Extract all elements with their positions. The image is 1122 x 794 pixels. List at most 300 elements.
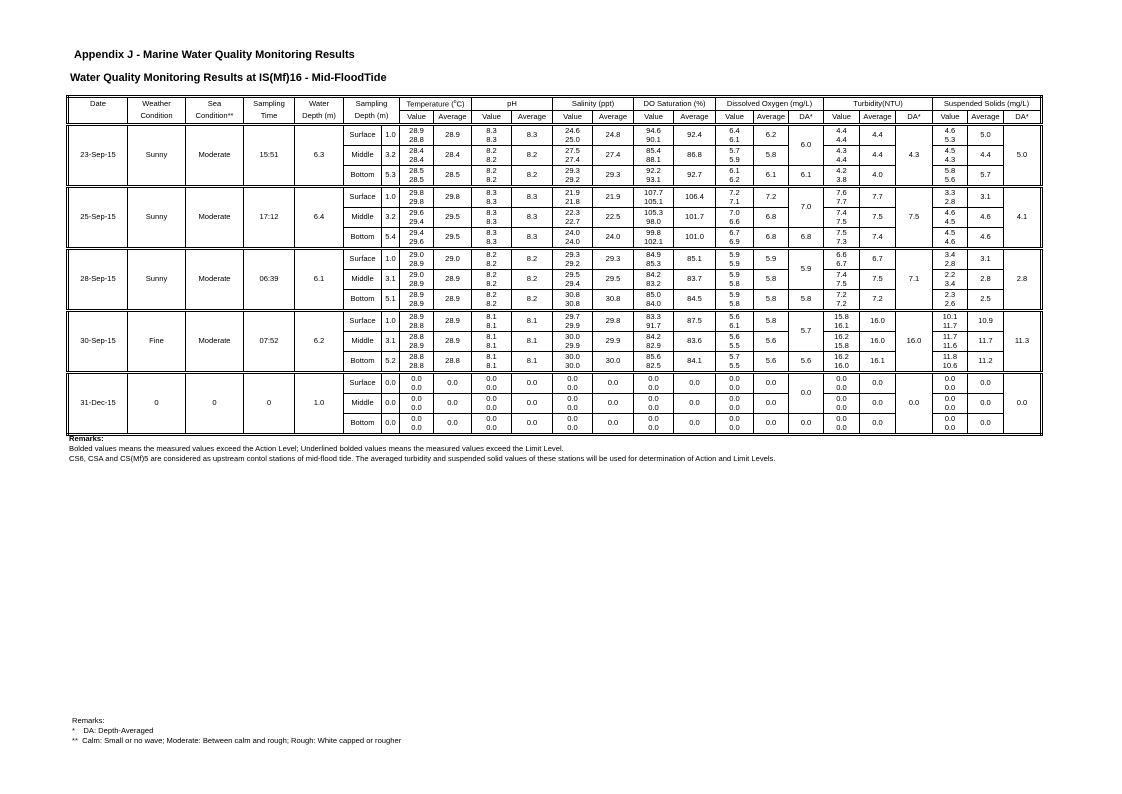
dissolved-oxygen-values-reading: 6.9 (729, 236, 740, 246)
ph-values-reading: 0.0 (486, 374, 497, 383)
header-ph: pH (472, 97, 553, 111)
turbidity-values-reading: 3.8 (836, 174, 847, 184)
salinity-values (553, 352, 593, 373)
turbidity-average: 7.7 (860, 187, 896, 208)
dissolved-oxygen-average: 5.8 (754, 311, 789, 332)
do-saturation-average: 83.7 (674, 270, 716, 290)
temperature-values-reading: 28.4 (409, 146, 424, 155)
turbidity-da: 16.0 (896, 311, 933, 373)
header-weather-2: Condition (128, 111, 186, 125)
suspended-solids-values (933, 146, 968, 166)
salinity-values (553, 125, 593, 146)
suspended-solids-average: 2.8 (968, 270, 1004, 290)
suspended-solids-values-reading: 10.6 (942, 360, 958, 370)
dissolved-oxygen-values (716, 249, 754, 270)
header-date: Date (68, 97, 128, 111)
temperature-values-reading: 0.0 (411, 422, 422, 432)
sampling-depth-value: 5.2 (382, 352, 400, 373)
dissolved-oxygen-da: 7.0 (789, 187, 824, 228)
turbidity-values-reading: 4.4 (836, 134, 847, 144)
suspended-solids-values-reading: 3.4 (944, 250, 956, 259)
header-da: DA* (896, 111, 933, 125)
temperature-values (400, 394, 434, 414)
ph-values-reading: 8.1 (486, 340, 497, 350)
temperature-values (400, 414, 434, 435)
header-sampling-depth: Sampling (344, 97, 400, 111)
sampling-level-label: Bottom (344, 228, 382, 249)
suspended-solids-values (933, 373, 968, 394)
header-average: Average (860, 111, 896, 125)
dissolved-oxygen-values-reading: 7.2 (729, 188, 740, 197)
ph-values-reading: 8.2 (486, 298, 497, 308)
table-row (68, 125, 1042, 146)
temperature-values-reading: 28.9 (409, 126, 424, 135)
suspended-solids-da: 4.1 (1004, 187, 1042, 249)
suspended-solids-values-reading: 5.3 (944, 134, 956, 144)
turbidity-values-reading: 0.0 (836, 374, 847, 383)
sampling-depth-value: 5.3 (382, 166, 400, 187)
ph-values-reading: 8.3 (486, 208, 497, 217)
ph-average: 8.3 (512, 228, 553, 249)
salinity-values-reading: 29.4 (565, 278, 580, 288)
temperature-values (400, 311, 434, 332)
header-salinity: Salinity (ppt) (553, 97, 634, 111)
dissolved-oxygen-values (716, 332, 754, 352)
ph-average: 8.2 (512, 270, 553, 290)
ph-values-reading: 8.2 (486, 250, 497, 259)
sampling-depth-value: 3.1 (382, 270, 400, 290)
turbidity-values (824, 311, 860, 332)
sampling-level-label: Middle (344, 332, 382, 352)
header-row-2 (68, 111, 1042, 125)
turbidity-values-reading: 7.5 (836, 228, 847, 237)
header-do-saturation: DO Saturation (%) (634, 97, 716, 111)
temperature-average: 28.9 (434, 125, 472, 146)
dissolved-oxygen-average: 0.0 (754, 394, 789, 414)
suspended-solids-values (933, 249, 968, 270)
salinity-values-reading: 24.0 (565, 228, 580, 237)
ph-values-reading: 8.1 (486, 332, 497, 341)
dissolved-oxygen-values (716, 290, 754, 311)
dissolved-oxygen-values (716, 187, 754, 208)
suspended-solids-values-reading: 4.6 (944, 236, 956, 246)
turbidity-values (824, 352, 860, 373)
suspended-solids-values-reading: 3.3 (944, 188, 956, 197)
remarks-top-line-1: Bolded values means the measured values exceed the Action Level; Underlined bolded values means the measured values exceed the Limit Level. (69, 444, 564, 453)
salinity-average: 29.8 (593, 311, 634, 332)
temperature-values (400, 228, 434, 249)
ph-values-reading: 8.2 (486, 154, 497, 164)
header-suspended-solids: Suspended Solids (mg/L) (933, 97, 1042, 111)
dissolved-oxygen-average: 6.1 (754, 166, 789, 187)
suspended-solids-average: 3.1 (968, 249, 1004, 270)
date-cell: 25-Sep-15 (68, 187, 128, 249)
temperature-values-reading: 29.8 (409, 196, 424, 206)
salinity-average: 21.9 (593, 187, 634, 208)
header-value: Value (824, 111, 860, 125)
dissolved-oxygen-values (716, 166, 754, 187)
sampling-level-label: Bottom (344, 414, 382, 435)
turbidity-values (824, 332, 860, 352)
sea-condition-cell: Moderate (186, 125, 244, 187)
do-saturation-values (634, 373, 674, 394)
header-sampling-time: Sampling (244, 97, 295, 111)
suspended-solids-values-reading: 0.0 (944, 402, 956, 412)
sampling-depth-value: 1.0 (382, 249, 400, 270)
sampling-depth-value: 5.1 (382, 290, 400, 311)
ph-values-reading: 8.2 (486, 270, 497, 279)
temperature-values (400, 146, 434, 166)
table-title: Water Quality Monitoring Results at IS(Mf)16 - Mid-FloodTide (70, 72, 387, 84)
do-saturation-values-reading: 0.0 (648, 402, 659, 412)
salinity-values-reading: 29.3 (565, 166, 580, 175)
header-value: Value (634, 111, 674, 125)
turbidity-values-reading: 7.6 (836, 188, 847, 197)
salinity-values-reading: 0.0 (567, 414, 578, 423)
salinity-values-reading: 0.0 (567, 382, 578, 392)
sampling-depth-value: 3.2 (382, 146, 400, 166)
dissolved-oxygen-values-reading: 0.0 (729, 422, 740, 432)
salinity-values (553, 373, 593, 394)
salinity-values (553, 394, 593, 414)
dissolved-oxygen-average: 6.2 (754, 125, 789, 146)
water-depth-cell: 6.2 (295, 311, 344, 373)
temperature-values (400, 290, 434, 311)
suspended-solids-values-reading: 0.0 (944, 422, 956, 432)
dissolved-oxygen-da: 5.9 (789, 249, 824, 290)
temperature-values-reading: 28.9 (409, 340, 424, 350)
appendix-title: Appendix J - Marine Water Quality Monitoring Results (74, 49, 355, 61)
dissolved-oxygen-da-bottom: 5.8 (789, 290, 824, 311)
temperature-average: 28.9 (434, 270, 472, 290)
suspended-solids-average: 3.1 (968, 187, 1004, 208)
salinity-values-reading: 29.2 (565, 258, 580, 268)
salinity-values-reading: 30.0 (565, 360, 580, 370)
salinity-values-reading: 24.6 (565, 126, 580, 135)
suspended-solids-da: 11.3 (1004, 311, 1042, 373)
do-saturation-average: 84.1 (674, 352, 716, 373)
suspended-solids-values (933, 187, 968, 208)
ph-values-reading: 0.0 (486, 394, 497, 403)
ph-values-reading: 8.1 (486, 320, 497, 330)
do-saturation-values-reading: 0.0 (648, 422, 659, 432)
dissolved-oxygen-values-reading: 6.1 (729, 166, 740, 175)
suspended-solids-values-reading: 5.6 (944, 174, 956, 184)
salinity-values-reading: 30.0 (565, 332, 580, 341)
dissolved-oxygen-values-reading: 0.0 (729, 382, 740, 392)
do-saturation-values (634, 414, 674, 435)
header-turbidity: Turbidity(NTU) (824, 97, 933, 111)
ph-values (472, 146, 512, 166)
suspended-solids-values (933, 311, 968, 332)
salinity-average: 0.0 (593, 373, 634, 394)
ph-values-reading: 8.3 (486, 216, 497, 226)
salinity-average: 30.0 (593, 352, 634, 373)
do-saturation-values-reading: 91.7 (646, 320, 661, 330)
ph-values-reading: 8.2 (486, 290, 497, 299)
suspended-solids-values (933, 414, 968, 435)
turbidity-da: 4.3 (896, 125, 933, 187)
salinity-values-reading: 25.0 (565, 134, 580, 144)
turbidity-values-reading: 15.8 (834, 340, 849, 350)
sea-condition-cell: Moderate (186, 187, 244, 249)
ph-average: 8.1 (512, 311, 553, 332)
do-saturation-average: 86.8 (674, 146, 716, 166)
remarks-bottom-line-2: ** Calm: Small or no wave; Moderate: Between calm and rough; Rough: White capped or rougher (72, 736, 402, 745)
temperature-values-reading: 28.9 (409, 312, 424, 321)
header-water-depth: Water (295, 97, 344, 111)
temperature-values-reading: 28.9 (409, 258, 424, 268)
turbidity-average: 16.1 (860, 352, 896, 373)
header-da: DA* (1004, 111, 1042, 125)
temperature-average: 29.5 (434, 208, 472, 228)
header-sampling-depth-2: Depth (m) (344, 111, 400, 125)
turbidity-values-reading: 6.6 (836, 250, 847, 259)
temperature-values-reading: 0.0 (411, 414, 422, 423)
ph-values (472, 394, 512, 414)
ph-values (472, 270, 512, 290)
dissolved-oxygen-average: 5.8 (754, 146, 789, 166)
suspended-solids-average: 0.0 (968, 373, 1004, 394)
table-row (68, 249, 1042, 270)
date-cell: 28-Sep-15 (68, 249, 128, 311)
salinity-values-reading: 29.9 (565, 320, 580, 330)
dissolved-oxygen-values-reading: 7.1 (729, 196, 740, 206)
salinity-values-reading: 29.5 (565, 270, 580, 279)
turbidity-average: 0.0 (860, 373, 896, 394)
salinity-values-reading: 24.0 (565, 236, 580, 246)
dissolved-oxygen-average: 0.0 (754, 373, 789, 394)
dissolved-oxygen-values (716, 270, 754, 290)
temperature-average: 0.0 (434, 414, 472, 435)
temperature-values-reading: 28.4 (409, 154, 424, 164)
dissolved-oxygen-values-reading: 5.6 (729, 312, 740, 321)
do-saturation-values-reading: 105.1 (643, 196, 663, 206)
ph-values (472, 373, 512, 394)
do-saturation-values-reading: 94.6 (646, 126, 661, 135)
remarks-bottom (72, 716, 401, 746)
suspended-solids-values (933, 125, 968, 146)
dissolved-oxygen-average: 5.8 (754, 290, 789, 311)
salinity-values-reading: 27.5 (565, 146, 580, 155)
turbidity-average: 6.7 (860, 249, 896, 270)
dissolved-oxygen-values-reading: 6.6 (729, 216, 740, 226)
suspended-solids-average: 4.6 (968, 208, 1004, 228)
turbidity-values-reading: 7.4 (836, 270, 847, 279)
temperature-values-reading: 28.5 (409, 166, 424, 175)
ph-values-reading: 8.3 (486, 236, 497, 246)
sampling-time-cell: 07:52 (244, 311, 295, 373)
header-sea-2: Condition** (186, 111, 244, 125)
header-da: DA* (789, 111, 824, 125)
salinity-average: 29.9 (593, 332, 634, 352)
sampling-level-label: Surface (344, 311, 382, 332)
temperature-values (400, 270, 434, 290)
header-average: Average (593, 111, 634, 125)
suspended-solids-values-reading: 0.0 (944, 382, 956, 392)
salinity-values-reading: 21.9 (565, 188, 580, 197)
turbidity-values-reading: 6.7 (836, 258, 847, 268)
salinity-average: 24.0 (593, 228, 634, 249)
water-depth-cell: 6.3 (295, 125, 344, 187)
date-cell: 30-Sep-15 (68, 311, 128, 373)
header-water-depth-2: Depth (m) (295, 111, 344, 125)
dissolved-oxygen-values-reading: 5.9 (729, 250, 740, 259)
sampling-depth-value: 0.0 (382, 373, 400, 394)
ph-values (472, 332, 512, 352)
suspended-solids-values-reading: 11.8 (942, 352, 958, 361)
do-saturation-values-reading: 99.8 (646, 228, 661, 237)
sampling-level-label: Middle (344, 146, 382, 166)
header-temperature: Temperature ($^o$C) (400, 97, 472, 111)
ph-values (472, 166, 512, 187)
salinity-average: 24.8 (593, 125, 634, 146)
ph-values-reading: 8.2 (486, 174, 497, 184)
header-average: Average (512, 111, 553, 125)
ph-values-reading: 8.2 (486, 166, 497, 175)
dissolved-oxygen-values (716, 373, 754, 394)
sampling-time-cell: 15:51 (244, 125, 295, 187)
salinity-values-reading: 30.8 (565, 290, 580, 299)
do-saturation-values (634, 166, 674, 187)
turbidity-values (824, 394, 860, 414)
weather-cell: Sunny (128, 249, 186, 311)
ph-values-reading: 8.3 (486, 228, 497, 237)
salinity-average: 29.5 (593, 270, 634, 290)
dissolved-oxygen-average: 5.6 (754, 352, 789, 373)
suspended-solids-values-reading: 11.7 (942, 320, 958, 330)
temperature-average: 29.8 (434, 187, 472, 208)
weather-cell: Fine (128, 311, 186, 373)
ph-average: 8.2 (512, 166, 553, 187)
table-row (68, 187, 1042, 208)
suspended-solids-da: 0.0 (1004, 373, 1042, 435)
suspended-solids-da: 5.0 (1004, 125, 1042, 187)
turbidity-values (824, 208, 860, 228)
dissolved-oxygen-da-bottom: 0.0 (789, 414, 824, 435)
ph-average: 8.2 (512, 290, 553, 311)
suspended-solids-values-reading: 4.6 (944, 208, 956, 217)
turbidity-average: 0.0 (860, 414, 896, 435)
do-saturation-average: 101.0 (674, 228, 716, 249)
dissolved-oxygen-values-reading: 6.1 (729, 320, 740, 330)
do-saturation-average: 0.0 (674, 373, 716, 394)
do-saturation-values-reading: 85.6 (646, 352, 661, 361)
dissolved-oxygen-values-reading: 6.7 (729, 228, 740, 237)
temperature-values (400, 332, 434, 352)
sampling-time-cell: 0 (244, 373, 295, 435)
dissolved-oxygen-values-reading: 5.9 (729, 270, 740, 279)
suspended-solids-values-reading: 0.0 (944, 394, 956, 403)
ph-values-reading: 0.0 (486, 422, 497, 432)
do-saturation-values-reading: 98.0 (646, 216, 661, 226)
ph-average: 0.0 (512, 414, 553, 435)
do-saturation-values (634, 352, 674, 373)
header-value: Value (933, 111, 968, 125)
suspended-solids-average: 0.0 (968, 394, 1004, 414)
header-sampling-time-2: Time (244, 111, 295, 125)
do-saturation-average: 83.6 (674, 332, 716, 352)
turbidity-values-reading: 0.0 (836, 414, 847, 423)
temperature-values-reading: 0.0 (411, 394, 422, 403)
turbidity-values-reading: 16.2 (834, 332, 849, 341)
salinity-values (553, 270, 593, 290)
suspended-solids-average: 2.5 (968, 290, 1004, 311)
turbidity-values-reading: 0.0 (836, 402, 847, 412)
sampling-level-label: Surface (344, 249, 382, 270)
temperature-values-reading: 28.9 (409, 298, 424, 308)
dissolved-oxygen-values-reading: 5.5 (729, 360, 740, 370)
turbidity-average: 0.0 (860, 394, 896, 414)
temperature-values-reading: 28.9 (409, 290, 424, 299)
salinity-values-reading: 29.9 (565, 340, 580, 350)
dissolved-oxygen-values-reading: 5.7 (729, 352, 740, 361)
do-saturation-values-reading: 90.1 (646, 134, 661, 144)
sampling-level-label: Surface (344, 373, 382, 394)
suspended-solids-average: 5.0 (968, 125, 1004, 146)
ph-values-reading: 8.1 (486, 352, 497, 361)
turbidity-average: 4.0 (860, 166, 896, 187)
dissolved-oxygen-values (716, 311, 754, 332)
dissolved-oxygen-values-reading: 5.9 (729, 258, 740, 268)
water-depth-cell: 6.4 (295, 187, 344, 249)
salinity-values-reading: 27.4 (565, 154, 580, 164)
turbidity-average: 16.0 (860, 332, 896, 352)
temperature-values-reading: 29.0 (409, 270, 424, 279)
temperature-values (400, 208, 434, 228)
ph-values-reading: 8.3 (486, 196, 497, 206)
suspended-solids-values (933, 166, 968, 187)
suspended-solids-values-reading: 4.3 (944, 154, 956, 164)
temperature-values-reading: 29.0 (409, 250, 424, 259)
turbidity-values-reading: 7.3 (836, 236, 847, 246)
turbidity-average: 4.4 (860, 125, 896, 146)
salinity-average: 30.8 (593, 290, 634, 311)
turbidity-values (824, 166, 860, 187)
temperature-values-reading: 0.0 (411, 382, 422, 392)
dissolved-oxygen-average: 5.6 (754, 332, 789, 352)
do-saturation-values (634, 270, 674, 290)
sampling-depth-value: 1.0 (382, 187, 400, 208)
suspended-solids-values (933, 332, 968, 352)
suspended-solids-values-reading: 4.5 (944, 216, 956, 226)
do-saturation-values-reading: 107.7 (643, 188, 663, 197)
sampling-level-label: Middle (344, 270, 382, 290)
table-body (68, 125, 1042, 435)
dissolved-oxygen-values (716, 414, 754, 435)
ph-values-reading: 0.0 (486, 402, 497, 412)
ph-average: 8.1 (512, 332, 553, 352)
dissolved-oxygen-values-reading: 5.8 (729, 298, 740, 308)
do-saturation-values-reading: 84.2 (646, 332, 661, 341)
do-saturation-values-reading: 0.0 (648, 374, 659, 383)
suspended-solids-values-reading: 0.0 (944, 414, 956, 423)
suspended-solids-values-reading: 5.8 (944, 166, 956, 175)
salinity-values-reading: 21.8 (565, 196, 580, 206)
turbidity-values (824, 270, 860, 290)
ph-average: 8.2 (512, 249, 553, 270)
remarks-bottom-title: Remarks: (72, 716, 105, 725)
header-average: Average (754, 111, 789, 125)
suspended-solids-values-reading: 11.6 (942, 340, 958, 350)
sampling-time-cell: 06:39 (244, 249, 295, 311)
do-saturation-average: 0.0 (674, 414, 716, 435)
do-saturation-values (634, 394, 674, 414)
salinity-average: 27.4 (593, 146, 634, 166)
turbidity-values-reading: 4.4 (836, 154, 847, 164)
salinity-values (553, 146, 593, 166)
turbidity-values-reading: 0.0 (836, 394, 847, 403)
